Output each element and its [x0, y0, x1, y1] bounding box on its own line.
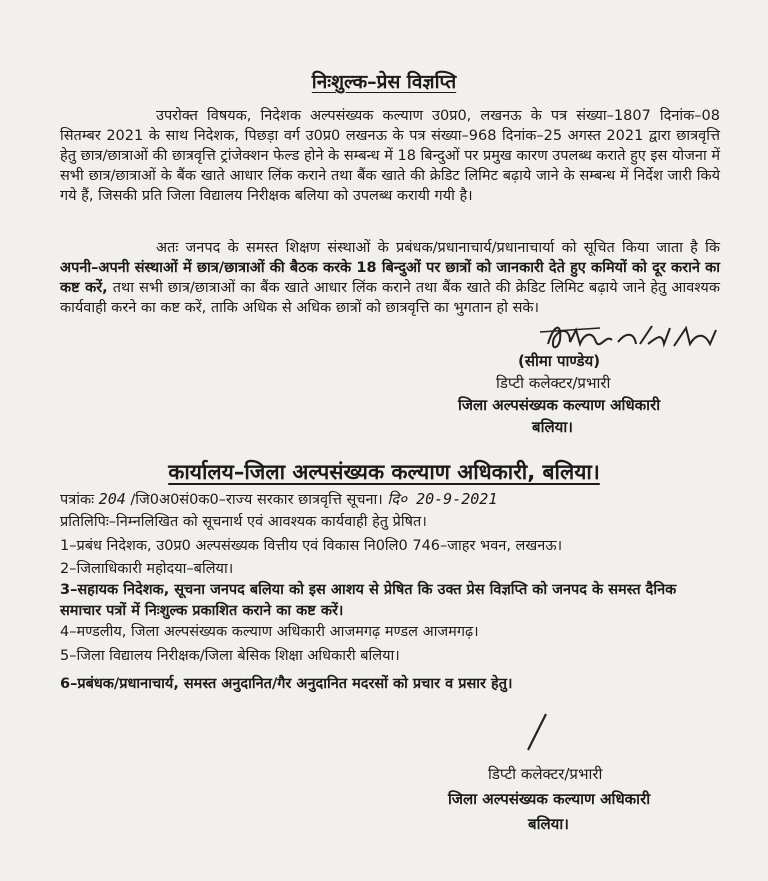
paragraph-2-bold: अपनी–अपनी संस्थाओं में छात्र/छात्राओं की बैठक करके 18 बिन्दुओं पर छात्रों को जानकारी देते हुए कमियों को दूर कराने का कष्ट करें, [60, 260, 720, 296]
office-heading [0, 458, 768, 486]
signatory-office-2: जिला अल्पसंख्यक कल्याण अधिकारी [448, 790, 651, 808]
signature-block-1 [458, 350, 660, 438]
signatory-place: बलिया। [532, 418, 573, 436]
copy-list-item-4 [60, 622, 720, 643]
paragraph-2-part-2: तथा सभी छात्र/छात्राओं का बैंक खाते आधार लिंक कराने तथा बैंक खाते की क्रेडिट लिमिट बढ़ाये जाने हेतु आवश्यक कार्यवाही करने का कष्ट करें, ताकि अधिक से अधिक छात्रों को छात्रवृत्ति का भुगतान हो सके। [60, 280, 720, 316]
list-item: 2–जिलाधिकारी महोदया–बलिया। [60, 561, 234, 577]
paragraph-1: उपरोक्त विषयक, निदेशक अल्पसंख्यक कल्याण उ0प्र0, लखनऊ के पत्र संख्या–1807 दिनांक–08 सितम्बर 2021 के साथ निदेशक, पिछड़ा वर्ग उ0प्र0 लखनऊ के पत्र संख्या–968 दिनांक–25 अगस्त 2021 द्वारा छात्रवृत्ति हेतु छात्र/छात्राओं की छात्रवृत्ति ट्रांजेक्शन फेल्ड होने के सम्बन्ध में 18 बिन्दुओं पर प्रमुख कारण उपलब्ध कराते हुए इस योजना में सभी छात्र/छात्राओं के बैंक खाते आधार लिंक कराने तथा बैंक खाते की क्रेडिट लिमिट बढ़ाये जाने के सम्बन्ध में निर्देश जारी किये गये हैं, जिसकी प्रति जिला विद्यालय निरीक्षक बलिया को उपलब्ध करायी गयी है। [60, 108, 720, 204]
copy-list-item-6 [60, 674, 720, 695]
reference-number: 204 [98, 490, 126, 508]
signatory-office: जिला अल्पसंख्यक कल्याण अधिकारी [458, 396, 661, 414]
signature-block-2 [448, 762, 650, 837]
copy-list-item-1 [60, 536, 720, 557]
list-item: 6–प्रबंधक/प्रधानाचार्य, समस्त अनुदानित/गैर अनुदानित मदरसों को प्रचार व प्रसार हेतु। [60, 676, 513, 692]
reference-line [60, 489, 720, 510]
office-heading-text: कार्यालय–जिला अल्पसंख्यक कल्याण अधिकारी, बलिया। [168, 460, 600, 484]
list-item: 3–सहायक निदेशक, सूचना जनपद बलिया को इस आशय से प्रेषित कि उक्त प्रेस विज्ञप्ति को जनपद के समस्त दैनिक समाचार पत्रों में निःशुल्क प्रकाशित कराने का कष्ट करें। [60, 582, 677, 619]
document-title [0, 68, 768, 94]
signatory-designation-2: डिप्टी कलेक्टर/प्रभारी [488, 765, 603, 783]
document-title-text: निःशुल्क–प्रेस विज्ञप्ति [311, 71, 457, 93]
signatory-designation: डिप्टी कलेक्टर/प्रभारी [496, 374, 611, 392]
paragraph-2 [60, 238, 720, 318]
copy-list-item-5 [60, 646, 720, 667]
list-item: 1–प्रबंध निदेशक, उ0प्र0 अल्पसंख्यक वित्तीय एवं विकास नि0लि0 746–जाहर भवन, लखनऊ। [60, 538, 563, 554]
copy-list-item-2 [60, 559, 720, 580]
list-item: 5–जिला विद्यालय निरीक्षक/जिला बेसिक शिक्षा अधिकारी बलिया। [60, 648, 400, 664]
reference-label: पत्रांकः [60, 492, 95, 508]
paragraph-2-part-1: अतः जनपद के समस्त शिक्षण संस्थाओं के प्रबंधक/प्रधानाचार्य/प्रधानाचार्या को सूचित किया जाता है कि [156, 240, 720, 256]
copy-list-item-3 [60, 580, 720, 622]
list-item: 4–मण्डलीय, जिला अल्पसंख्यक कल्याण अधिकारी आजमगढ़ मण्डल आजमगढ़। [60, 624, 479, 640]
copy-list-intro [60, 512, 720, 533]
signatory-place-2: बलिया। [528, 815, 569, 833]
signatory-name: (सीमा पाण्डेय) [518, 352, 601, 370]
reference-date: दि० 20-9-2021 [387, 490, 498, 508]
reference-text: /जि0अ0सं0क0–राज्य सरकार छात्रवृत्ति सूचना। [130, 492, 383, 508]
list-item: प्रतिलिपिः–निम्नलिखित को सूचनार्थ एवं आवश्यक कार्यवाही हेतु प्रेषित। [60, 514, 427, 530]
handwritten-signature-2 [518, 712, 558, 752]
